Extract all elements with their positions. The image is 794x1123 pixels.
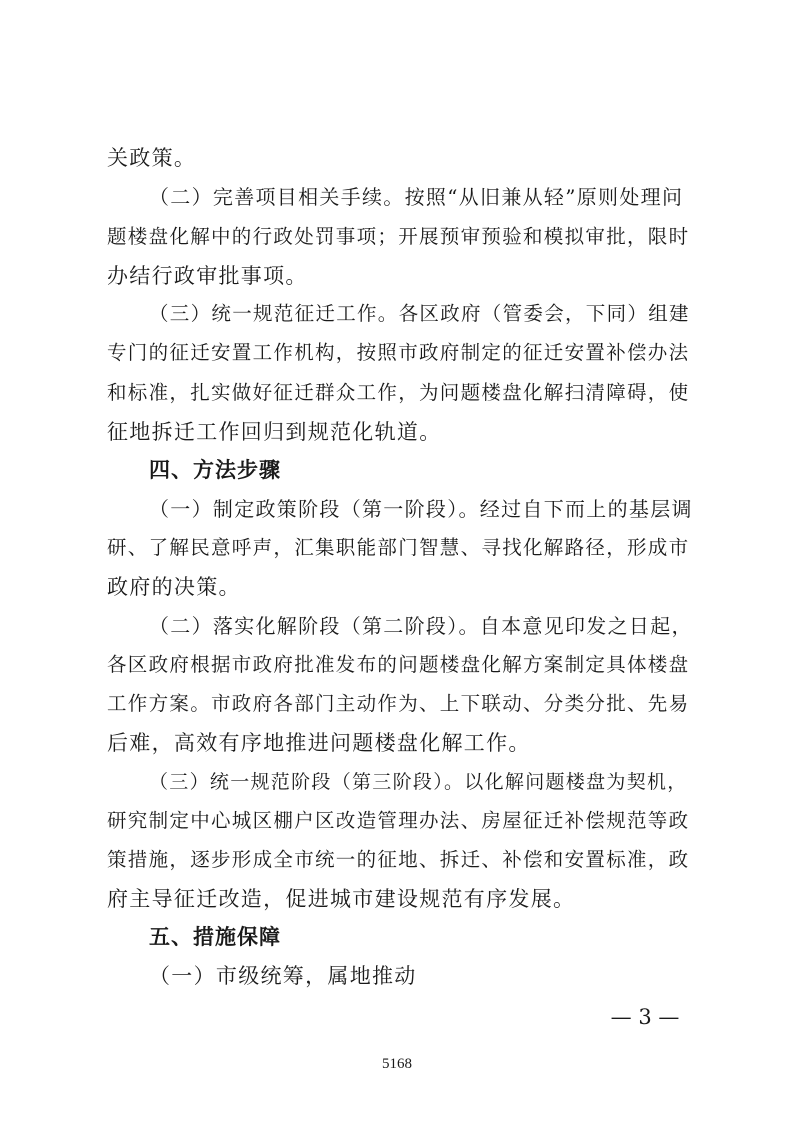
section-heading: 五、措施保障 — [149, 925, 281, 949]
page-number: — 3 — — [610, 1005, 680, 1029]
text-line: 题楼盘化解中的行政处罚事项；开展预审预验和模拟审批，限时 — [107, 225, 690, 248]
footer-number: 5168 — [382, 1056, 412, 1072]
paragraph-first-line: （三）统一规范阶段（第三阶段）。以化解问题楼盘为契机， — [149, 771, 688, 793]
text-line: 策措施，逐步形成全市统一的征地、拆迁、补偿和安置标准，政 — [107, 848, 690, 871]
paragraph-first-line: （二）完善项目相关手续。按照“从旧兼从轻”原则处理问 — [149, 185, 684, 209]
text-line: 各区政府根据市政府批准发布的问题楼盘化解方案制定具体楼盘 — [107, 653, 690, 676]
paragraph-first-line: （三）统一规范征迁工作。各区政府（管委会，下同）组建 — [149, 302, 690, 325]
text-line: 府主导征迁改造，促进城市建设规范有序发展。 — [107, 887, 576, 911]
paragraph-first-line: （一）制定政策阶段（第一阶段）。经过自下而上的基层调 — [149, 497, 693, 521]
section-heading: 四、方法步骤 — [149, 458, 281, 482]
text-line: 和标准，扎实做好征迁群众工作，为问题楼盘化解扫清障碍，使 — [107, 381, 690, 404]
paragraph-first-line: （二）落实化解阶段（第二阶段）。自本意见印发之日起， — [149, 614, 693, 638]
text-line: 关政策。 — [107, 146, 197, 170]
text-line: 工作方案。市政府各部门主动作为、上下联动、分类分批、先易 — [107, 692, 690, 715]
text-line: 研究制定中心城区棚户区改造管理办法、房屋征迁补偿规范等政 — [107, 809, 690, 832]
text-line: 研、了解民意呼声，汇集职能部门智慧、寻找化解路径，形成市 — [107, 536, 690, 559]
text-line: 办结行政审批事项。 — [107, 264, 308, 288]
text-line: 后难，高效有序地推进问题楼盘化解工作。 — [107, 731, 531, 755]
subsection-heading: （一）市级统筹，属地推动 — [149, 964, 417, 988]
text-line: 征地拆迁工作回归到规范化轨道。 — [107, 420, 442, 444]
text-line: 政府的决策。 — [107, 575, 241, 599]
text-line: 专门的征迁安置工作机构，按照市政府制定的征迁安置补偿办法 — [107, 341, 690, 364]
